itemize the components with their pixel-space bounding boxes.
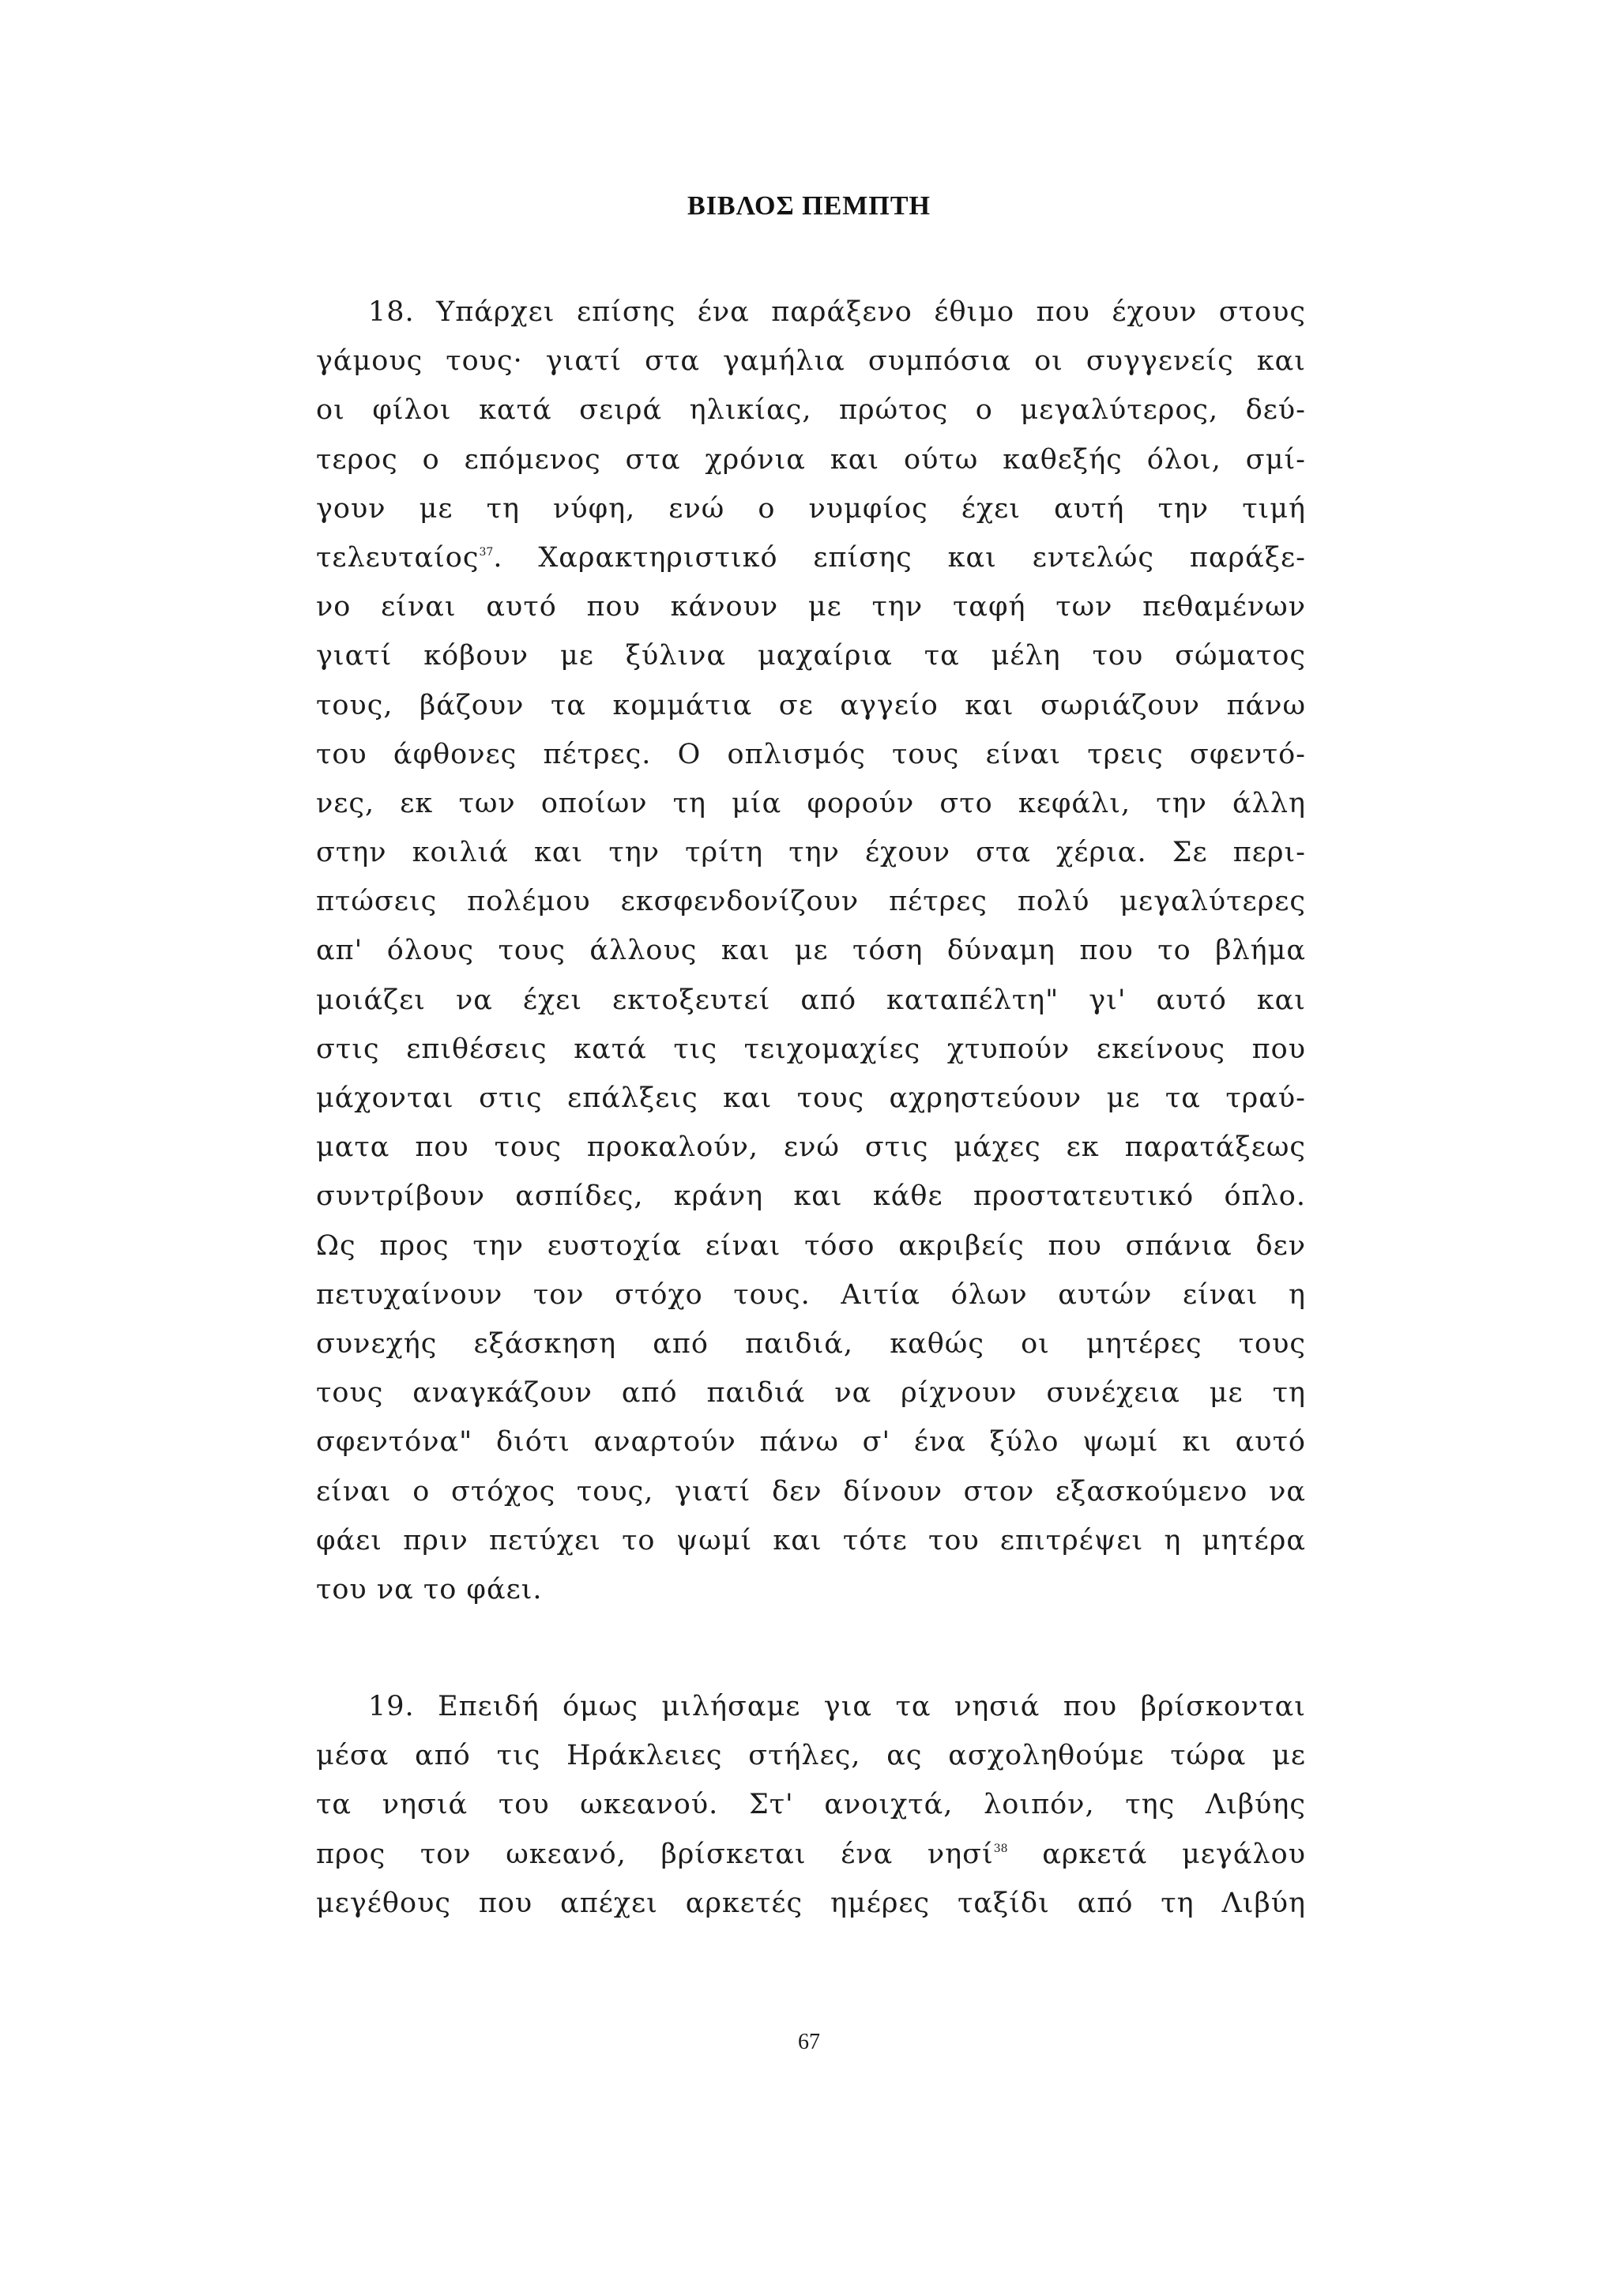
- page-number: 67: [798, 2030, 820, 2054]
- text-line: απ' όλους τους άλλους και με τόση δύναμη που το βλήμα: [316, 935, 1306, 967]
- chapter-heading: ΒΙΒΛΟΣ ΠΕΜΠΤΗ: [687, 191, 931, 220]
- text-line: του να το φάει.: [316, 1573, 543, 1605]
- text-line: γουν με τη νύφη, ενώ ο νυμφίος έχει αυτή την τιμή: [316, 492, 1306, 525]
- text-line: μεγέθους που απέχει αρκετές ημέρες ταξίδι από τη Λιβύη: [316, 1887, 1306, 1919]
- text-line: πετυχαίνουν τον στόχο τους. Αιτία όλων αυτών είναι η: [316, 1278, 1306, 1311]
- text-line: τους αναγκάζουν από παιδιά να ρίχνουν συνέχεια με τη: [316, 1377, 1306, 1410]
- text-line: φάει πριν πετύχει το ψωμί και τότε του επιτρέψει η μητέρα: [316, 1524, 1306, 1556]
- text-line: [316, 533, 1306, 582]
- text-line: στις επιθέσεις κατά τις τειχομαχίες χτυπούν εκείνους που: [316, 1033, 1306, 1065]
- text-line: 19. Επειδή όμως μιλήσαμε για τα νησιά που βρίσκονται: [368, 1691, 1306, 1722]
- text-line: είναι ο στόχος τους, γιατί δεν δίνουν στον εξασκούμενο να: [316, 1475, 1306, 1507]
- text-line: [316, 1830, 1306, 1879]
- text-line: μοιάζει να έχει εκτοξευτεί από καταπέλτη" γι' αυτό και: [316, 984, 1306, 1016]
- text-segment: προς τον ωκεανό, βρίσκεται ένα νησί: [316, 1838, 994, 1870]
- text-line: γιατί κόβουν με ξύλινα μαχαίρια τα μέλη του σώματος: [316, 640, 1306, 672]
- text-line: 18. Υπάρχει επίσης ένα παράξενο έθιμο που έχουν στους: [368, 296, 1306, 328]
- text-line: ματα που τους προκαλούν, ενώ στις μάχες εκ παρατάξεως: [316, 1131, 1306, 1164]
- text-line: του άφθονες πέτρες. Ο οπλισμός τους είναι τρεις σφεντό-: [316, 738, 1306, 770]
- text-line: σφεντόνα" διότι αναρτούν πάνω σ' ένα ξύλο ψωμί κι αυτό: [316, 1426, 1306, 1459]
- text-line: τα νησιά του ωκεανού. Στ' ανοιχτά, λοιπόν, της Λιβύης: [316, 1789, 1306, 1821]
- text-line: οι φίλοι κατά σειρά ηλικίας, πρώτος ο μεγαλύτερος, δεύ-: [316, 394, 1306, 427]
- text-segment: . Χαρακτηριστικό επίσης και εντελώς παράξε-: [493, 541, 1306, 574]
- text-line: συντρίβουν ασπίδες, κράνη και κάθε προστατευτικό όπλο.: [316, 1180, 1306, 1213]
- text-line: νο είναι αυτό που κάνουν με την ταφή των πεθαμένων: [316, 591, 1306, 623]
- paragraph-19: [316, 1682, 1306, 1928]
- text-line: τερος ο επόμενος στα χρόνια και ούτω καθεξής όλοι, σμί-: [316, 443, 1306, 476]
- text-line: Ως προς την ευστοχία είναι τόσο ακριβείς που σπάνια δεν: [316, 1229, 1306, 1262]
- text-line: τους, βάζουν τα κομμάτια σε αγγείο και σωριάζουν πάνω: [316, 689, 1306, 721]
- text-line: μάχονται στις επάλξεις και τους αχρηστεύουν με τα τραύ-: [316, 1082, 1306, 1114]
- text-line: στην κοιλιά και την τρίτη την έχουν στα χέρια. Σε περι-: [316, 837, 1306, 869]
- text-segment: αρκετά μεγάλου: [1007, 1838, 1306, 1870]
- text-line: μέσα από τις Ηράκλειες στήλες, ας ασχοληθούμε τώρα με: [316, 1740, 1306, 1772]
- paragraph-18: [316, 288, 1306, 1614]
- footnote-marker: 38: [993, 1842, 1008, 1855]
- text-line: νες, εκ των οποίων τη μία φορούν στο κεφάλι, την άλλη: [316, 787, 1306, 819]
- text-line: συνεχής εξάσκηση από παιδιά, καθώς οι μητέρες τους: [316, 1327, 1306, 1360]
- text-line: γάμους τους· γιατί στα γαμήλια συμπόσια οι συγγενείς και: [316, 345, 1306, 378]
- text-segment: τελευταίος: [316, 541, 480, 574]
- footnote-marker: 37: [479, 545, 494, 559]
- text-line: πτώσεις πολέμου εκσφενδονίζουν πέτρες πολύ μεγαλύτερες: [316, 886, 1306, 918]
